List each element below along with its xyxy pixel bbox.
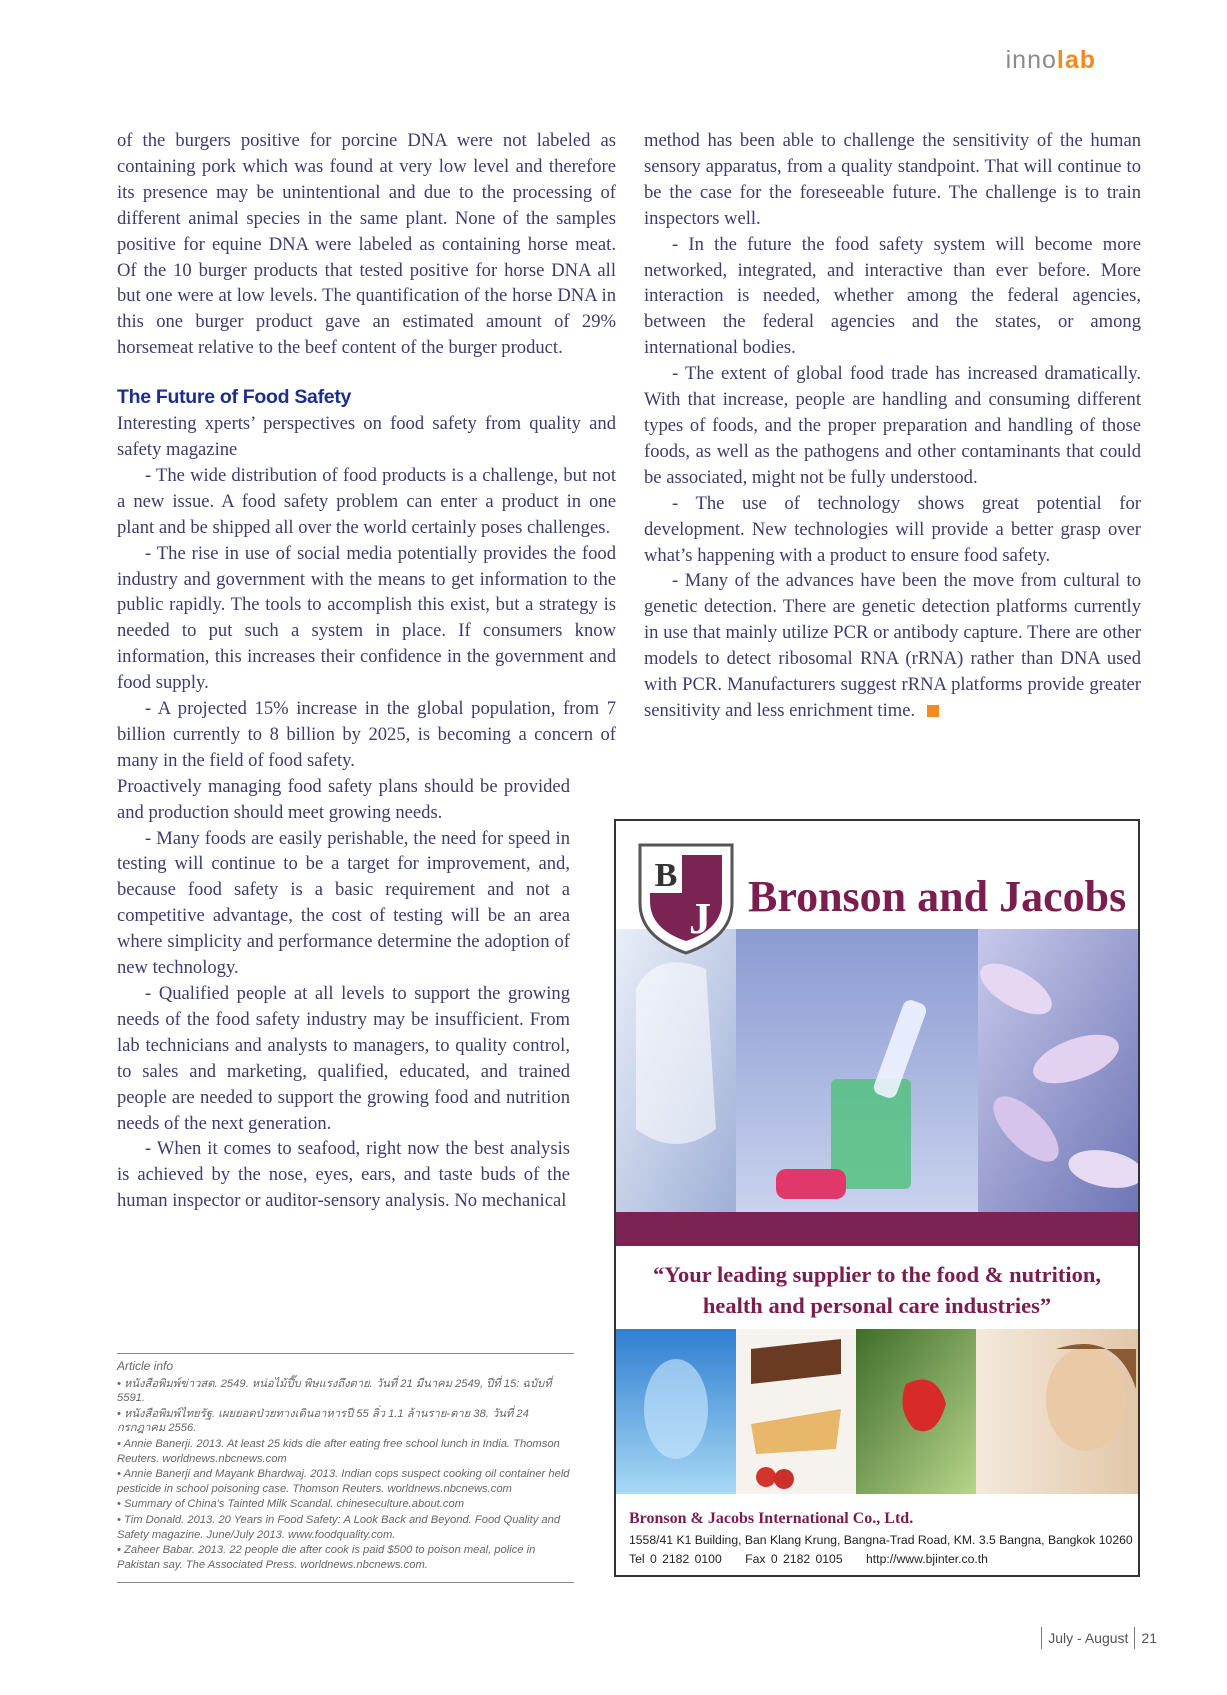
bullet-paragraph: - In the future the food safety system will become more networked, integrated, and interactive than ever before. More interaction is needed, whether among the federal agencies, between the federal agencies and the states, or among international bodies. xyxy=(644,233,1141,359)
page-footer xyxy=(1035,1627,1157,1649)
logo-letter-b: B xyxy=(654,857,678,894)
ad-address: 1558/41 K1 Building, Ban Klang Krung, Bangna-Trad Road, KM. 3.5 Bangna, Bangkok 10260 xyxy=(629,1533,1133,1547)
innolab-logo xyxy=(1006,46,1096,75)
section-heading: The Future of Food Safety xyxy=(117,386,352,409)
ad-contact-line xyxy=(629,1552,1006,1566)
reference-item: • หนังสือพิมพ์ข่าวสด. 2549. หน่อไม้ปี๊บ พิษแรงถึงตาย. วันที่ 21 มีนาคม 2549, ปีที่ 15: ฉบับที่ 5591. xyxy=(117,1377,552,1405)
bullet-paragraph: - Qualified people at all levels to support the growing needs of the food safety industry may be insufficient. From lab technicians and analysts to managers, to quality control, to sales and marketing, qualified, educated, and trained people are needed to support the growing food and nutrition needs of the next generation. xyxy=(117,983,570,1134)
ad-company-name: Bronson & Jacobs International Co., Ltd. xyxy=(629,1510,914,1527)
right-column xyxy=(644,128,1141,724)
ad-tagline xyxy=(616,1259,1138,1321)
bullet-paragraph: - The wide distribution of food products is a challenge, but not a new issue. A food safety problem can enter a product in one plant and be shipped all over the world certainly poses challenges. xyxy=(117,464,616,538)
intro-paragraph: Interesting xperts’ perspectives on food safety from quality and safety magazine xyxy=(117,413,616,460)
article-info-title: Article info xyxy=(117,1359,174,1373)
ad-color-band xyxy=(616,1212,1138,1246)
bullet-paragraph: - A projected 15% increase in the global population, from 7 billion currently to 8 billion by 2025, is becoming a concern of many in the field of food safety. xyxy=(117,698,616,771)
left-column xyxy=(117,128,616,1214)
paragraph: of the burgers positive for porcine DNA were not labeled as containing pork which was found at very low level and therefore its presence may be unintentional and due to the processing of different animal species in the same plant. None of the samples positive for equine DNA were labeled as containing horse meat. Of the 10 burger products that tested positive for horse DNA all but one were at low levels. The quantification of the horse DNA in this one burger product gave an estimated amount of 29% horsemeat relative to the beef content of the burger product. xyxy=(117,130,616,359)
footer-divider xyxy=(1134,1627,1135,1649)
bullet-paragraph: - The rise in use of social media potentially provides the food industry and government with the means to get information to the public rapidly. The tools to accomplish this exist, but a strategy is needed to put such a system in place. If consumers know information, this increases their confidence in the government and food supply. xyxy=(117,542,616,694)
end-mark-icon xyxy=(927,705,939,717)
reference-item: • หนังสือพิมพ์ไทยรัฐ. เผยยอดป่วยทางเดินอาหารปี 55 ลิ่ว 1.1 ล้านราย-ตาย 38. วันที่ 24 กรกฎาคม 2556. xyxy=(117,1407,529,1435)
logo-letter-j: J xyxy=(689,894,711,943)
reference-item: • Summary of China's Tainted Milk Scandal. chineseculture.about.com xyxy=(117,1498,465,1511)
tagline-line: health and personal care industries” xyxy=(702,1293,1052,1318)
lab-photo-collage xyxy=(616,929,1138,1212)
ad-website-link[interactable]: http://www.bjinter.co.th xyxy=(866,1552,988,1566)
bullet-paragraph-continued: Proactively managing food safety plans should be provided and production should meet growing needs. xyxy=(117,775,570,823)
ad-brand-name: Bronson and Jacobs xyxy=(748,872,1127,921)
logo-inno-text: inno xyxy=(1005,46,1057,74)
reference-item: • Zaheer Babar. 2013. 22 people die after cook is paid $500 to poison meal, police in Pakistan say. The Associated Press. worldnews.nbcnews.com. xyxy=(117,1544,536,1571)
paragraph: method has been able to challenge the sensitivity of the human sensory apparatus, from a quality standpoint. That will continue to be the case for the foreseeable future. The challenge is to train inspectors well. xyxy=(644,130,1141,229)
bullet-paragraph: - The extent of global food trade has increased dramatically. With that increase, people are handling and consuming different types of foods, and the proper preparation and handling of those foods, as well as the pathogens and other contaminants that could be associated, might not be fully understood. xyxy=(644,363,1141,488)
reference-item: • Tim Donald. 2013. 20 Years in Food Safety: A Look Back and Beyond. Food Quality and Safety magazine. June/July 2013. www.foodquality.com. xyxy=(117,1513,561,1541)
logo-lab-text: lab xyxy=(1056,46,1096,74)
bronson-jacobs-advertisement[interactable] xyxy=(614,819,1140,1577)
tagline-line: “Your leading supplier to the food & nutrition, xyxy=(653,1262,1101,1287)
product-photo-strip xyxy=(616,1329,1138,1494)
narrow-block xyxy=(117,774,570,1214)
bullet-paragraph: - When it comes to seafood, right now the best analysis is achieved by the nose, eyes, ears, and taste buds of the human inspector or auditor-sensory analysis. No mechanical xyxy=(117,1138,570,1212)
reference-item: • Annie Banerji and Mayank Bhardwaj. 2013. Indian cops suspect cooking oil container held pesticide in school poisoning case. Thomson Reuters. worldnews.nbcnews.com xyxy=(117,1468,570,1495)
article-info xyxy=(117,1353,574,1583)
ad-fax: Fax 0 2182 0105 xyxy=(745,1552,843,1566)
ad-phone: Tel 0 2182 0100 xyxy=(629,1552,722,1566)
footer-divider xyxy=(1041,1627,1042,1649)
bullet-text: - Many of the advances have been the move from cultural to genetic detection. There are genetic detection platforms currently in use that mainly utilize PCR or antibody capture. There are other models to detect ribosomal RNA (rRNA) rather than DNA used with PCR. Manufacturers suggest rRNA platforms provide greater sensitivity and less enrichment time. xyxy=(644,570,1141,721)
issue-label: July - August xyxy=(1048,1630,1129,1646)
bullet-paragraph xyxy=(644,568,1141,723)
page-number: 21 xyxy=(1141,1630,1157,1646)
bullet-paragraph: - Many foods are easily perishable, the need for speed in testing will continue to be a target for improvement, and, because food safety is a basic requirement and not a competitive advantage, the cost of testing will be an area where simplicity and performance determine the adoption of new technology. xyxy=(117,827,570,979)
bullet-paragraph: - The use of technology shows great potential for development. New technologies will provide a better grasp over what’s happening with a product to ensure food safety. xyxy=(644,492,1141,566)
reference-item: • Annie Banerji. 2013. At least 25 kids die after eating free school lunch in India. Thomson Reuters. worldnews.nbcnews.com xyxy=(117,1437,560,1465)
bj-shield-logo xyxy=(636,841,736,956)
